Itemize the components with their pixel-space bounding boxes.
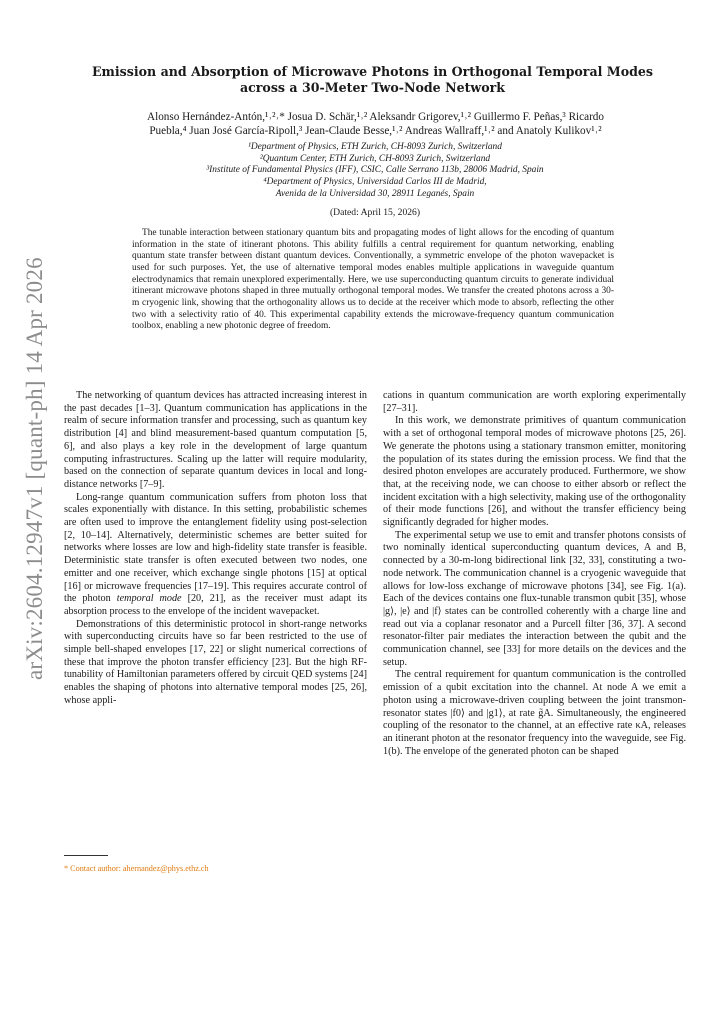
- setup-paragraph: The experimental setup we use to emit and transfer photons consists of two nominally identical superconducting quantum devices, A and B, connected by a 30-m-long bidirectional link [32, 33], constituting a two-node network. The communication channel is a cryogenic waveguide that allows for low-loss exchange of microwave photons [34], see Fig. 1(a). Each of the devices contains one flux-tunable transmon qubit [35], whose |g⟩, |e⟩ and |f⟩ states can be controlled coherently with a charge line and read out via a coplanar resonator and a Purcell filter [36, 37]. A second resonator-filter pair mediates the interaction between the qubit and the communication channel, see [33] for more details on the devices and the setup.: [383, 529, 686, 668]
- arxiv-identifier: arXiv:2604.12947v1 [quant-ph] 14 Apr 2026: [22, 257, 47, 680]
- left-column: [64, 390, 367, 708]
- title-line-1: Emission and Absorption of Microwave Photons in Orthogonal Temporal Modes: [91, 64, 654, 79]
- intro-paragraph-1: The networking of quantum devices has attracted increasing interest in the past decades [1–3]. Quantum communication has applications in the realm of secure information transfer and processing, such as quantum key distribution [4] and blind measurement-based quantum computation [5, 6], and also plays a key role in the development of large quantum computing infrastructures. Scaling up the latter will require modularity, based on the connection of separate quantum devices in local and long-distance networks [7–9].: [64, 390, 367, 490]
- affiliation-4: ⁴Department of Physics, Universidad Carlos III de Madrid,: [263, 177, 487, 188]
- abstract: The tunable interaction between stationary quantum bits and propagating modes of light allows for the encoding of quantum information in the state of itinerant photons. This ability fulfills a central requirement for quantum networking, enabling quantum state transfer between distant quantum devices. Conventionally, a symmetric envelope of the photon wavepacket is used for such purposes. Yet, the use of alternative temporal modes enables multiple applications in waveguide quantum electrodynamics that remain unexplored experimentally. Here, we use superconducting quantum circuits to generate individual itinerant microwave photons shaped in three mutually orthogonal temporal modes. We transfer the created photons across a 30-m cryogenic link, showing that the orthogonality allows us to decide at the receiver which mode to absorb, reflecting the other two with a selectivity ratio of 40. This experimental capability extends the microwave-frequency quantum communication toolbox, enabling a new photonic degree of freedom.: [132, 228, 614, 332]
- temporal-mode-emphasis: temporal mode: [116, 593, 182, 605]
- paper-title: [70, 64, 675, 96]
- affiliation-4-address: Avenida de la Universidad 30, 28911 Leganés, Spain: [275, 188, 475, 199]
- intro-paragraph-2: [64, 492, 367, 619]
- intro-paragraph-2-part-b: [20, 21], as the receiver must adapt its absorption process to the envelope of the incident wavepacket.: [64, 593, 367, 617]
- author-list: [88, 110, 663, 138]
- intro-paragraph-3: Demonstrations of this deterministic protocol in short-range networks with superconducting circuits have so far been restricted to the use of simple bell-shaped envelopes [17, 22] or slight numerical corrections of these that improve the photon transfer efficiency [23]. But the high RF-tunability of Hamiltonian parameters offered by circuit QED systems [24] enables the shaping of photons into alternative temporal modes [25, 26], whose appli-: [64, 618, 367, 706]
- work-paragraph: In this work, we demonstrate primitives of quantum communication with a set of orthogonal temporal modes of microwave photons [25, 26]. We generate the photons using a stationary transmon emitter, monitoring the population of its states during the emission process. We find that the desired photon envelopes are accurately produced. Furthermore, we show that, at the receiving node, we can choose to either absorb or reflect the incident excitation with a high selectivity, making use of the orthogonality of their mode functions [26], and without the transfer efficiency being significantly degraded for higher modes.: [383, 415, 686, 529]
- affiliations: [120, 142, 630, 201]
- author-line-1: Alonso Hernández-Antón,¹˒²˒* Josua D. Schär,¹˒² Aleksandr Grigorev,¹˒² Guillermo F. Peñas,³ Ricardo: [147, 111, 604, 123]
- affiliation-3: ³Institute of Fundamental Physics (IFF), CSIC, Calle Serrano 113b, 28006 Madrid, Spain: [206, 165, 544, 176]
- title-line-2: across a 30-Meter Two-Node Network: [239, 80, 506, 95]
- contact-footnote[interactable]: * Contact author: ahernandez@phys.ethz.ch: [64, 864, 209, 873]
- author-line-2: Puebla,⁴ Juan José García-Ripoll,³ Jean-Claude Besse,¹˒² Andreas Wallraff,¹˒² and Anatoly Kulikov¹˒²: [149, 125, 602, 137]
- emission-paragraph: The central requirement for quantum communication is the controlled emission of a qubit excitation into the channel. At node A we emit a photon using a microwave-driven coupling between the joint transmon-resonator states |f0⟩ and |g1⟩, at rate g̃A. Simultaneously, the engineered coupling of the resonator to the channel, at an effective rate κA, releases an itinerant photon at the resonator frequency into the waveguide, see Fig. 1(b). The envelope of the generated photon can be shaped: [383, 669, 686, 757]
- affiliation-1: ¹Department of Physics, ETH Zurich, CH-8093 Zurich, Switzerland: [248, 142, 502, 152]
- affiliation-2: ²Quantum Center, ETH Zurich, CH-8093 Zurich, Switzerland: [259, 153, 491, 164]
- right-column: [383, 390, 686, 758]
- continued-paragraph: cations in quantum communication are worth exploring experimentally [27–31].: [383, 390, 686, 414]
- intro-paragraph-2-part-a: Long-range quantum communication suffers from photon loss that scales exponentially with distance. In this setting, probabilistic schemes are often used to improve the entanglement fidelity using post-selection [2, 10–14]. Alternatively, deterministic schemes are better suited for networks where losses are low and high-fidelity state transfer is feasible. Deterministic state transfer is often executed between two nodes, one emitter and one receiver, which exchange single photons [15] at optical [16] or microwave frequencies [17–19]. This requires accurate control of the photon: [64, 491, 367, 605]
- footnote-rule: [64, 855, 108, 856]
- dated-line: (Dated: April 15, 2026): [329, 207, 421, 218]
